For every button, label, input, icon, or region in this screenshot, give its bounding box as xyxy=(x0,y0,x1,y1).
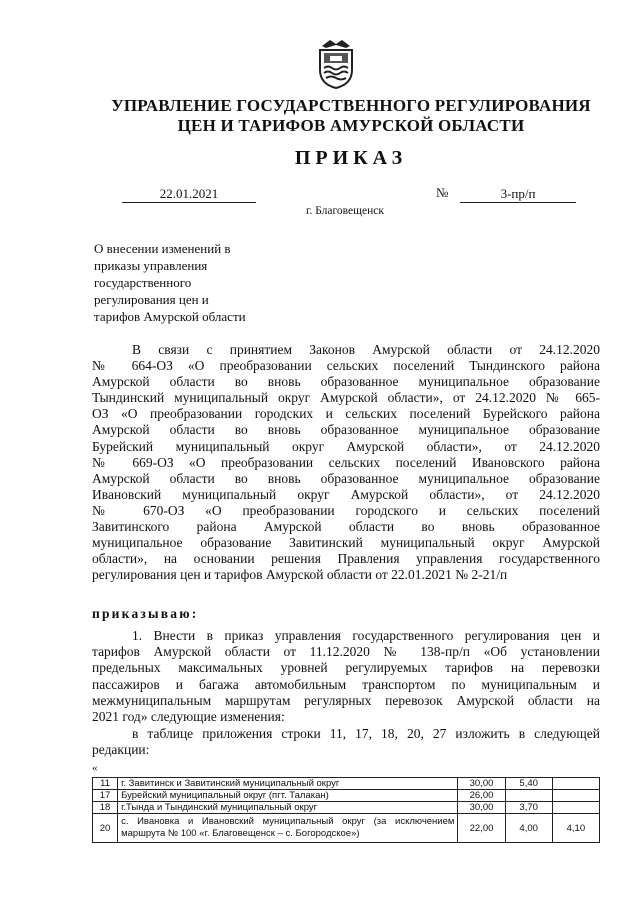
tariff-value xyxy=(552,778,599,790)
tariff-value: 5,40 xyxy=(505,778,552,790)
row-number: 11 xyxy=(93,778,118,790)
subject-line: регулирования цен и xyxy=(94,292,209,307)
number-sign: № xyxy=(436,185,449,200)
row-number: 20 xyxy=(93,814,118,843)
tariff-value xyxy=(505,790,552,802)
item1-paragraph xyxy=(92,628,600,725)
text-line: Амурской области во вновь образованное муниципальное образование xyxy=(92,422,600,438)
tariff-value xyxy=(552,802,599,814)
text-line: Бурейский муниципальный округ Амурской области», от 24.12.2020 xyxy=(92,438,600,454)
text-line: тарифов Амурской области от 11.12.2020 № 138-пр/п «Об установлении xyxy=(92,644,600,660)
text-line: области», на основании решения Правления управления государственного xyxy=(92,551,600,567)
table-row xyxy=(93,790,600,802)
open-quote: « xyxy=(92,762,98,774)
table-row xyxy=(93,814,600,843)
text-line: Амурской области во вновь образованное муниципальное образование xyxy=(92,374,600,390)
text-line: № 669-ОЗ «О преобразовании сельских поселений Ивановского района xyxy=(92,454,600,470)
order-number: 3-пр/п xyxy=(460,186,576,203)
text-line: Тындинский муниципальный округ Амурской области», от 24.12.2020 № 665- xyxy=(92,390,600,406)
tariff-value: 26,00 xyxy=(458,790,505,802)
text-line: Амурской области во вновь образованное муниципальное образование xyxy=(92,470,600,486)
preamble-paragraph xyxy=(92,342,600,583)
tariff-table xyxy=(92,777,600,843)
text-line: 1. Внести в приказ управления государственного регулирования цен и xyxy=(132,628,600,643)
document-type: ПРИКАЗ xyxy=(294,147,408,169)
route-name: с. Ивановка и Ивановский муниципальный округ (за исключением маршрута № 100 «г. Благовещенск – с. Богородское») xyxy=(118,814,458,843)
tariff-value: 4,10 xyxy=(552,814,599,843)
route-name: г. Завитинск и Завитинский муниципальный округ xyxy=(118,778,458,790)
text-line: Завитинского района Амурской области во вновь образованное xyxy=(92,519,600,535)
route-name: Бурейский муниципальный округ (пгт. Талакан) xyxy=(118,790,458,802)
subject-line: О внесении изменений в xyxy=(94,241,231,256)
text-line: пассажиров и багажа автомобильным транспортом по муниципальным и xyxy=(92,676,600,692)
text-line: ОЗ «О преобразовании городских и сельских поселений Бурейского района xyxy=(92,406,600,422)
order-date: 22.01.2021 xyxy=(122,186,256,203)
text-line: в таблице приложения строки 11, 17, 18, 20, 27 изложить в следующей xyxy=(132,726,600,741)
order-word: приказываю: xyxy=(92,606,199,621)
text-line: 2021 год» следующие изменения: xyxy=(92,708,285,724)
table-row xyxy=(93,778,600,790)
item1-subparagraph xyxy=(92,726,600,758)
text-line: В связи с принятием Законов Амурской области от 24.12.2020 xyxy=(132,342,600,357)
tariff-value: 3,70 xyxy=(505,802,552,814)
text-line: предельных максимальных уровней регулируемых тарифов на перевозки xyxy=(92,660,600,676)
tariff-value: 30,00 xyxy=(458,802,505,814)
org-name-line2: ЦЕН И ТАРИФОВ АМУРСКОЙ ОБЛАСТИ xyxy=(177,116,525,135)
row-number: 17 xyxy=(93,790,118,802)
tariff-value xyxy=(552,790,599,802)
route-name: г.Тында и Тындинский муниципальный округ xyxy=(118,802,458,814)
text-line: редакции: xyxy=(92,742,150,757)
order-subject xyxy=(94,240,284,325)
text-line: муниципальное образование Завитинский муниципальный округ Амурской xyxy=(92,535,600,551)
tariff-value: 4,00 xyxy=(505,814,552,843)
text-line: № 664-ОЗ «О преобразовании сельских поселений Тындинского района xyxy=(92,358,600,374)
text-line: регулирования цен и тарифов Амурской области от 22.01.2021 № 2-21/п xyxy=(92,567,508,583)
subject-line: тарифов Амурской области xyxy=(94,309,246,324)
subject-line: приказы управления xyxy=(94,258,208,273)
org-name-line1: УПРАВЛЕНИЕ ГОСУДАРСТВЕННОГО РЕГУЛИРОВАНИЯ xyxy=(111,96,591,115)
text-line: Ивановский муниципальный округ Амурской области», от 24.12.2020 xyxy=(92,486,600,502)
text-line: межмуниципальным маршрутам регулярных перевозок Амурской области на xyxy=(92,692,600,708)
tariff-value: 30,00 xyxy=(458,778,505,790)
table-row xyxy=(93,802,600,814)
coat-of-arms-icon xyxy=(316,38,356,90)
text-line: № 670-ОЗ «О преобразовании городского и сельских поселений xyxy=(92,502,600,518)
city: г. Благовещенск xyxy=(306,205,384,217)
row-number: 18 xyxy=(93,802,118,814)
tariff-value: 22,00 xyxy=(458,814,505,843)
subject-line: государственного xyxy=(94,275,192,290)
